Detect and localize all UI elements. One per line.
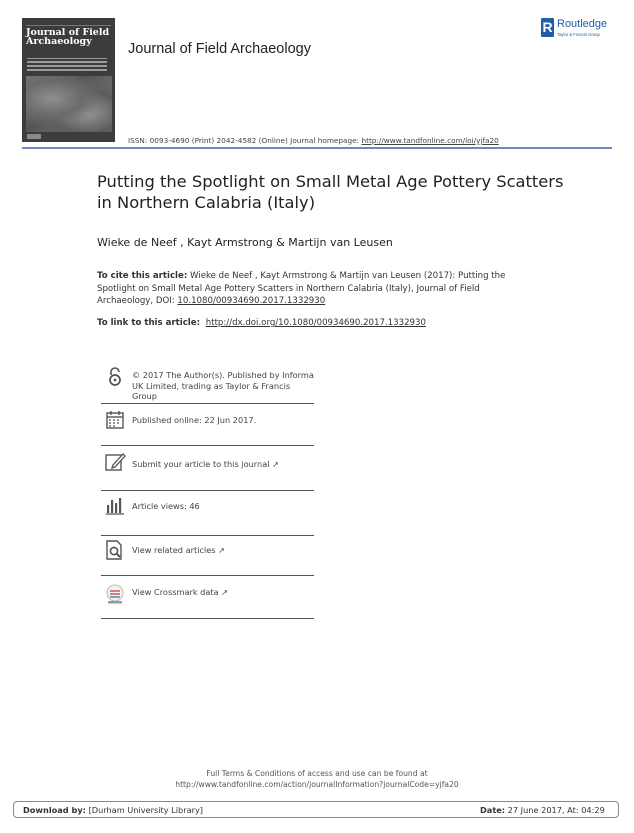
license-row: [101, 366, 314, 404]
edit-icon: [104, 451, 126, 473]
routledge-r-icon: R: [542, 19, 553, 35]
published-date: Published online: 22 Jun 2017.: [132, 415, 257, 425]
cover-illustration: [26, 76, 112, 132]
link-label: To link to this article:: [97, 318, 201, 328]
issn-line: [128, 136, 499, 145]
publisher-tagline: Taylor & Francis Group: [557, 32, 600, 37]
crossmark-link[interactable]: View Crossmark data: [132, 587, 219, 597]
related-articles-link[interactable]: View related articles: [132, 545, 216, 555]
routledge-logo: [541, 18, 621, 42]
external-link-icon: ↗: [218, 546, 225, 555]
views-row: [101, 491, 314, 536]
publisher-name: Routledge: [557, 18, 608, 30]
external-link-icon: ↗: [221, 588, 228, 597]
crossmark-row[interactable]: [101, 576, 314, 619]
article-title: Putting the Spotlight on Small Metal Age Pottery Scatters in Northern Calabria (Italy): [97, 172, 564, 212]
journal-cover-image: [22, 18, 115, 142]
search-document-icon: [104, 539, 126, 561]
date-value: 27 June 2017, At: 04:29: [505, 805, 605, 815]
cite-text: Wieke de Neef , Kayt Armstrong & Martijn van Leusen (2017): Putting the Spotlight on Small Metal Age Pottery Scatters in Northern Calabria (Italy), Journal of Field Archaeology, DOI:: [97, 271, 506, 306]
related-row[interactable]: [101, 536, 314, 576]
cover-title: Journal of Field Archaeology: [26, 27, 110, 47]
submit-row[interactable]: [101, 446, 314, 491]
issn-text: ISSN: 0093-4690 (Print) 2042-4582 (Online) Journal homepage:: [128, 136, 360, 145]
citation-block: [97, 270, 527, 308]
terms-url[interactable]: http://www.tandfonline.com/action/journalInformation?journalCode=yjfa20: [175, 780, 459, 789]
terms-line-1: Full Terms & Conditions of access and use can be found at: [206, 769, 428, 778]
license-text: © 2017 The Author(s). Published by Informa UK Limited, trading as Taylor & Francis Group: [132, 370, 314, 401]
article-authors: Wieke de Neef , Kayt Armstrong & Martijn van Leusen: [97, 236, 393, 249]
published-row: [101, 404, 314, 446]
bar-chart-icon: [104, 494, 126, 516]
download-info-bar: [13, 801, 619, 818]
header-divider: [22, 147, 612, 149]
downloaded-by-value: [Durham University Library]: [85, 805, 203, 815]
terms-of-use: [0, 768, 634, 790]
date-label: Date:: [480, 805, 506, 815]
article-link-block: [97, 317, 527, 330]
doi-link[interactable]: 10.1080/00934690.2017.1332930: [177, 296, 326, 306]
journal-homepage-link[interactable]: http://www.tandfonline.com/loi/yjfa20: [361, 136, 499, 145]
external-link-icon: ↗: [272, 460, 279, 469]
cite-label: To cite this article:: [97, 271, 188, 281]
article-url-link[interactable]: http://dx.doi.org/10.1080/00934690.2017.1332930: [205, 318, 426, 328]
open-access-icon: [104, 366, 126, 388]
crossmark-icon: [104, 583, 126, 605]
downloaded-by-label: Download by:: [23, 805, 86, 815]
calendar-icon: [104, 409, 126, 431]
article-views: Article views: 46: [132, 501, 200, 511]
submit-article-link[interactable]: Submit your article to this journal: [132, 459, 270, 469]
journal-title: Journal of Field Archaeology: [128, 41, 311, 57]
